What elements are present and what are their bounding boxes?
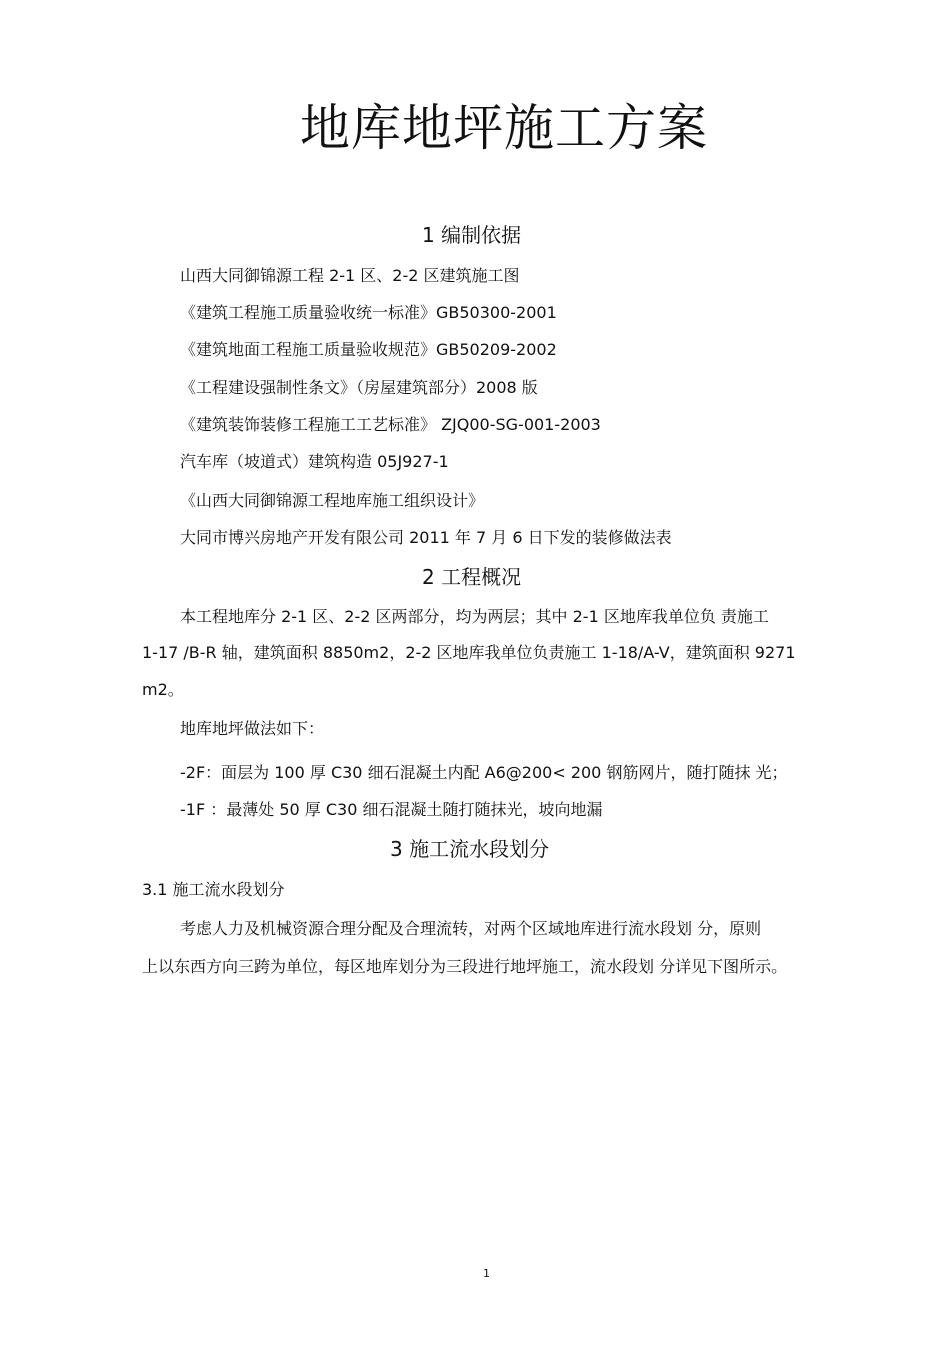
- floor-method-intro: 地库地坪做法如下：: [180, 719, 325, 738]
- overview-paragraph-line: m2。: [142, 680, 184, 699]
- floor-method-1f: -1F ：最薄处 50 厚 C30 细石混凝土随打随抹光，坡向地漏: [180, 800, 603, 819]
- subsection-heading: 3.1 施工流水段划分: [142, 880, 285, 899]
- basis-item: 《工程建设强制性条文》（房屋建筑部分）2008 版: [180, 378, 538, 397]
- basis-item: 《建筑装饰装修工程施工工艺标准》 ZJQ00-SG-001-2003: [180, 415, 601, 434]
- flow-paragraph-line: 上以东西方向三跨为单位，每区地库划分为三段进行地坪施工，流水段划 分详见下图所示。: [142, 957, 788, 976]
- basis-item: 《建筑工程施工质量验收统一标准》GB50300-2001: [180, 303, 557, 322]
- page-number: 1: [483, 1267, 490, 1280]
- floor-method-2f: -2F：面层为 100 厚 C30 细石混凝土内配 A6@200< 200 钢筋网片，随打随抹 光；: [180, 763, 788, 782]
- basis-item: 《山西大同御锦源工程地库施工组织设计》: [180, 491, 485, 510]
- document-title: 地库地坪施工方案: [300, 99, 708, 157]
- flow-paragraph-line: 考虑人力及机械资源合理分配及合理流转，对两个区域地库进行流水段划 分，原则: [180, 919, 762, 938]
- basis-item: 汽车库（坡道式）建筑构造 05J927-1: [180, 452, 449, 471]
- section-heading-basis: 1 编制依据: [422, 223, 522, 247]
- basis-item: 《建筑地面工程施工质量验收规范》GB50209-2002: [180, 340, 557, 359]
- basis-item: 大同市博兴房地产开发有限公司 2011 年 7 月 6 日下发的装修做法表: [180, 528, 672, 547]
- section-heading-flow: 3 施工流水段划分: [390, 837, 550, 861]
- section-heading-overview: 2 工程概况: [422, 565, 522, 589]
- overview-paragraph-line: 本工程地库分 2-1 区、2-2 区两部分，均为两层；其中 2-1 区地库我单位负 责施工: [180, 607, 769, 626]
- basis-item: 山西大同御锦源工程 2-1 区、2-2 区建筑施工图: [180, 266, 520, 285]
- overview-paragraph-line: 1-17 /B-R 轴，建筑面积 8850m2，2-2 区地库我单位负责施工 1-18/A-V，建筑面积 9271: [142, 643, 796, 662]
